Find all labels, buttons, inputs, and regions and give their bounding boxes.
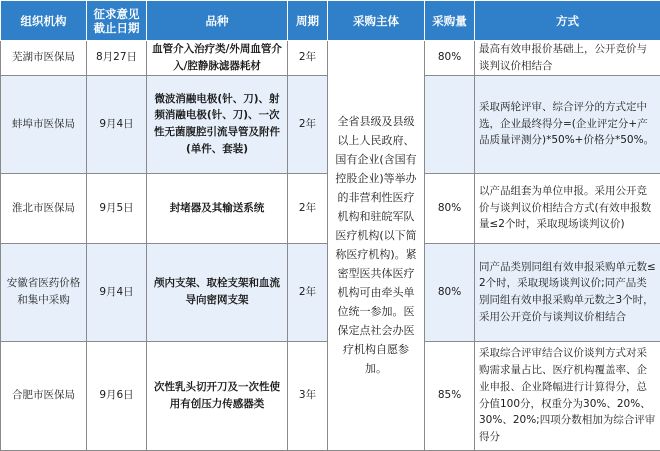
buyer-cell: 全省县级及县级以上人民政府、国有企业(含国有控股企业)等举办的非营利性医疗机构和驻皖军队医疗机构(以下简称医疗机构)。紧密型医共体医疗机构可由牵头单位统一参加。医保定点社会办医疗机构自愿参加。 xyxy=(328,41,425,451)
product-cell: 微波消融电极(针、刀)、射频消融电极(针、刀)、一次性无菌腹腔引流导管及附件(单件、套装) xyxy=(147,75,288,173)
date-cell: 9月4日 xyxy=(87,243,147,341)
method-cell: 同产品类别同组有效申报采购单元数≤2个时，采取现场谈判议价;同产品类别同组有效申报采购单元数之3个时，采用公开竞价与谈判议价相结合 xyxy=(475,243,660,341)
period-cell: 3年 xyxy=(288,341,328,450)
period-cell: 2年 xyxy=(288,41,328,76)
method-cell: 采取综合评审结合议价谈判方式对采购需求量占比、医疗机构覆盖率、企业申报、企业降幅进行计算得分，总分值100分，权重分为30%、20%、30%、20%;四项分数相加为综合评审得分 xyxy=(475,341,660,450)
date-cell: 9月4日 xyxy=(87,75,147,173)
ratio-cell xyxy=(425,75,475,173)
org-cell: 淮北市医保局 xyxy=(1,173,87,243)
method-cell: 采取两轮评审、综合评分的方式定中选，企业最终得分=(企业评定分+产品质量评测分)*50%+价格分*50%。 xyxy=(475,75,660,173)
header-method: 方式 xyxy=(475,1,660,41)
product-cell: 次性乳头切开刀及一次性使用有创压力传感器类 xyxy=(147,341,288,450)
ratio-cell: 80% xyxy=(425,173,475,243)
period-cell: 2年 xyxy=(288,173,328,243)
product-cell: 封堵器及其输送系统 xyxy=(147,173,288,243)
header-period: 周期 xyxy=(288,1,328,41)
ratio-cell: 85% xyxy=(425,341,475,450)
table-row xyxy=(1,41,660,76)
org-cell: 安徽省医药价格和集中采购 xyxy=(1,243,87,341)
org-cell: 芜湖市医保局 xyxy=(1,41,87,76)
org-cell: 合肥市医保局 xyxy=(1,341,87,450)
header-ratio: 采购量 xyxy=(425,1,475,41)
date-cell: 9月5日 xyxy=(87,173,147,243)
header-org: 组织机构 xyxy=(1,1,87,41)
method-cell: 最高有效申报价基础上，公开竞价与谈判议价相结合 xyxy=(475,41,660,76)
header-date: 征求意见截止日期 xyxy=(87,1,147,41)
ratio-cell: 80% xyxy=(425,243,475,341)
period-cell: 2年 xyxy=(288,75,328,173)
method-cell: 以产品组套为单位申报。采用公开竞价与谈判议价相结合方式(有效申报数量≤2个时，采取现场谈判议价) xyxy=(475,173,660,243)
product-cell: 血管介入治疗类/外周血管介入/腔静脉滤器耗材 xyxy=(147,41,288,76)
org-cell: 蚌埠市医保局 xyxy=(1,75,87,173)
header-row xyxy=(1,1,660,41)
ratio-cell: 80% xyxy=(425,41,475,76)
header-product: 品种 xyxy=(147,1,288,41)
header-buyer: 采购主体 xyxy=(328,1,425,41)
date-cell: 9月6日 xyxy=(87,341,147,450)
date-cell: 8月27日 xyxy=(87,41,147,76)
product-cell: 颅内支架、取栓支架和血流导向密网支架 xyxy=(147,243,288,341)
period-cell: 2年 xyxy=(288,243,328,341)
